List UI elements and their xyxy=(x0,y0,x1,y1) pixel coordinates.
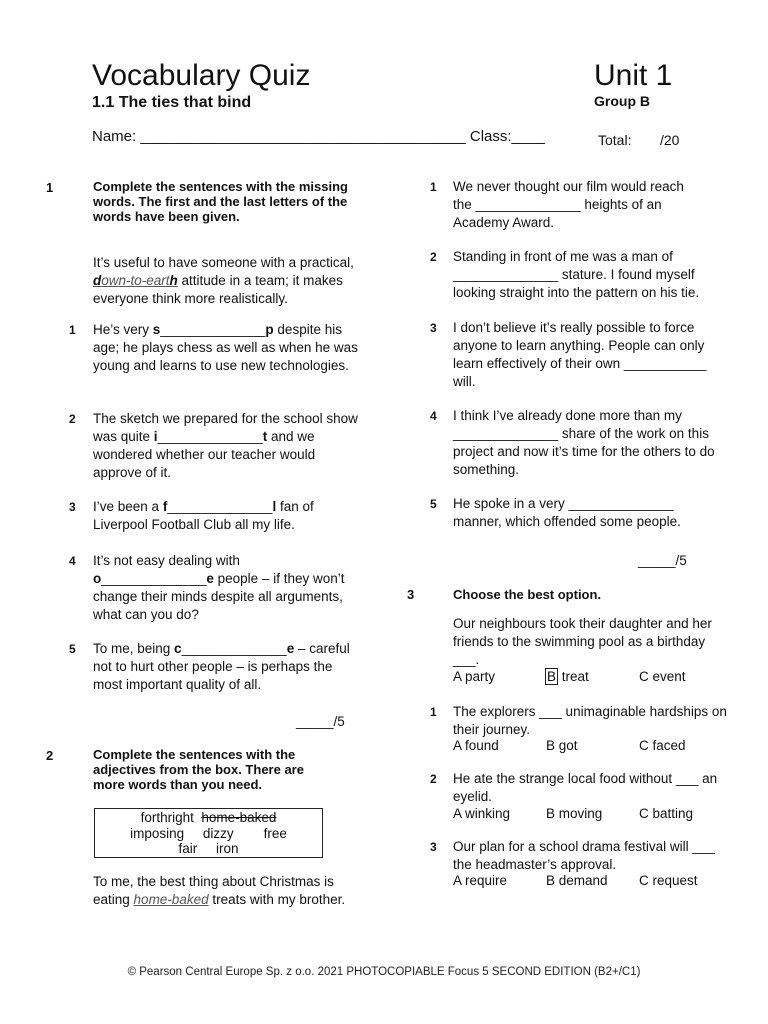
name-class-line: Name: _______________________________________ Class:____ xyxy=(92,128,545,145)
section-3-instruction: Choose the best option. xyxy=(453,587,602,602)
word-box-item: forthright xyxy=(140,810,194,825)
section-2-number: 2 xyxy=(46,748,54,763)
section-2-example: To me, the best thing about Christmas is eating home-baked treats with my brother. xyxy=(93,874,346,907)
selected-letter: B xyxy=(547,669,557,684)
answer-gap[interactable]: ______________ xyxy=(101,571,207,586)
option-c[interactable]: C faced xyxy=(639,738,686,753)
answer-gap[interactable]: ______________ xyxy=(181,641,287,656)
unit-label: Unit 1 xyxy=(594,59,673,92)
option-b[interactable]: B moving xyxy=(546,806,603,821)
word-box xyxy=(94,808,323,858)
section-1-item-2: The sketch we prepared for the school show was quite i______________t and we wondered whether our teacher would approve of it. xyxy=(93,411,358,480)
section-3-example: Our neighbours took their daughter and her friends to the swimming pool as a birthday ___. xyxy=(453,616,712,667)
word-box-item: fair xyxy=(178,841,198,856)
section-1-item-3: I’ve been a f______________l fan of Liverpool Football Club all my life. xyxy=(93,499,314,532)
question-number: 5 xyxy=(69,642,76,656)
question-number: 5 xyxy=(430,497,437,511)
question-number: 3 xyxy=(430,321,437,335)
group-label: Group B xyxy=(594,93,650,109)
example-answer: home-baked xyxy=(133,892,209,907)
section-2-item-5: He spoke in a very ______________ manner, which offended some people. xyxy=(453,496,681,529)
question-number: 1 xyxy=(69,323,76,337)
section-1-item-1: He’s very s______________p despite his age; he plays chess as well as when he was young and learns to use new technologies. xyxy=(93,322,358,373)
section-1-number: 1 xyxy=(46,180,54,195)
section-2-item-4: I think I’ve already done more than my ______________ share of the work on this project and now it’s time for the others to do something. xyxy=(453,408,715,477)
example-answer: down-to-earth xyxy=(93,273,178,288)
section-3-number: 3 xyxy=(407,587,415,602)
option-b-selected[interactable]: B treat xyxy=(547,669,589,684)
question-number: 1 xyxy=(430,705,437,719)
option-c[interactable]: C batting xyxy=(639,806,694,821)
option-a[interactable]: A winking xyxy=(453,806,511,821)
option-c[interactable]: C event xyxy=(639,669,686,684)
question-number: 1 xyxy=(430,180,437,194)
question-number: 4 xyxy=(69,554,76,568)
section-2-score: _____/5 xyxy=(638,553,687,568)
option-a[interactable]: A require xyxy=(453,873,508,888)
total-label: Total: xyxy=(598,132,632,148)
word-box-item: dizzy xyxy=(202,825,234,841)
lesson-subtitle: 1.1 The ties that bind xyxy=(92,94,252,111)
section-1-item-5: To me, being c______________e – careful not to hurt other people – is perhaps the most important quality of all. xyxy=(93,641,350,692)
section-3-item-1: The explorers ___ unimaginable hardships on their journey. xyxy=(453,704,727,737)
section-1-example: It’s useful to have someone with a practical, down-to-earth attitude in a team; it makes everyone think more realistically. xyxy=(93,255,354,306)
option-c[interactable]: C request xyxy=(639,873,698,888)
section-2-item-3: I don’t believe it’s really possible to force anyone to learn anything. People can only learn effectively of their own ___________ will. xyxy=(453,320,707,389)
word-box-item: imposing xyxy=(130,825,185,841)
question-number: 2 xyxy=(69,412,76,426)
section-1-score: _____/5 xyxy=(296,714,345,729)
answer-gap[interactable]: ______________ xyxy=(167,499,273,514)
question-number: 4 xyxy=(430,409,437,423)
section-2-item-2: Standing in front of me was a man of ______________ stature. I found myself looking straight into the pattern on his tie. xyxy=(453,249,700,300)
question-number: 3 xyxy=(69,500,76,514)
option-b[interactable]: B got xyxy=(546,738,578,753)
answer-gap[interactable]: ______________ xyxy=(160,322,266,337)
copyright-footer: © Pearson Central Europe Sp. z o.o. 2021 PHOTOCOPIABLE Focus 5 SECOND EDITION (B2+/C1) xyxy=(127,966,641,978)
word-box-item: iron xyxy=(216,841,239,856)
question-number: 3 xyxy=(430,840,437,854)
quiz-title: Vocabulary Quiz xyxy=(92,59,311,92)
word-box-item: free xyxy=(263,825,287,841)
answer-gap[interactable]: ______________ xyxy=(157,429,263,444)
section-3-item-2: He ate the strange local food without ___ an eyelid. xyxy=(453,771,718,804)
section-2-instruction: Complete the sentences with the adjectives from the box. There are more words than you need. xyxy=(93,747,304,792)
option-a[interactable]: A found xyxy=(453,738,499,753)
question-number: 2 xyxy=(430,250,437,264)
question-number: 2 xyxy=(430,772,437,786)
section-1-instruction: Complete the sentences with the missing words. The first and the last letters of the words have been given. xyxy=(93,179,348,224)
option-a[interactable]: A party xyxy=(453,669,496,684)
total-score: /20 xyxy=(660,132,680,148)
word-box-item-used: home-baked xyxy=(201,810,277,825)
section-3-item-3: Our plan for a school drama festival will ___ the headmaster’s approval. xyxy=(453,839,715,872)
option-b[interactable]: B demand xyxy=(546,873,608,888)
section-1-item-4: It’s not easy dealing with o______________e people – if they won’t change their minds despite all arguments, what can you do? xyxy=(93,553,345,622)
section-2-item-1: We never thought our film would reach the ______________ heights of an Academy Award. xyxy=(453,179,684,230)
